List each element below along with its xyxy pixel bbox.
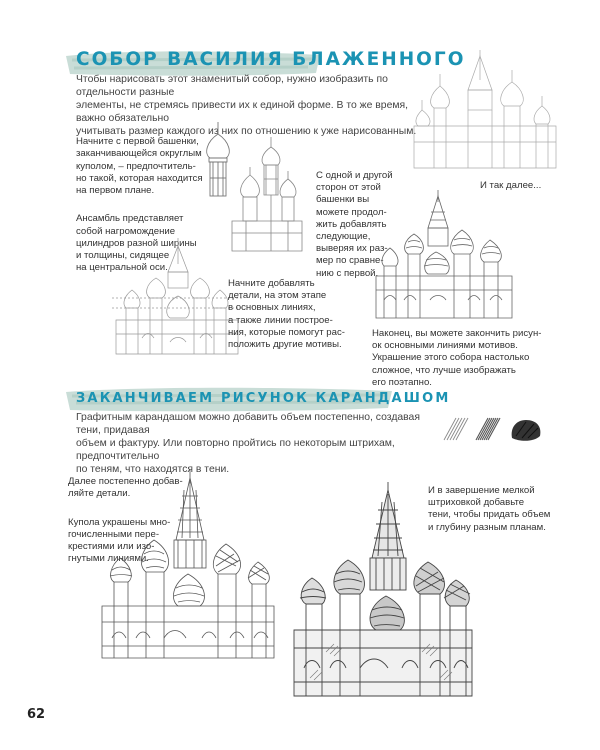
step-2-text: С одной и другой сторон от этой башенки вы можете продол- жить добавлять следующие, выверяя их раз- мер по сравне- нию с первой. [316,170,393,279]
sketch-cathedral-outline [410,50,560,170]
sketch-cathedral-shaded [290,482,476,698]
sketch-three-towers [226,135,306,255]
section-intro-cathedral: Чтобы нарисовать этот знаменитый собор, нужно изобразить по отдельности разные элементы, не стремясь привести их к единой форме. В то же время, важно обязательно учитывать размер каждого из них по отношению к уже нарисованным. [76,74,417,137]
pencil-step-1-paragraph-2: Купола украшены мно- гочисленными пере- крестиями или изо- гнутыми линиями. [68,516,171,565]
detailed-outline-icon [374,190,514,320]
construction-lines-icon [112,238,242,356]
cathedral-detailed-icon [98,470,278,660]
pencil-texture-swatches [438,414,548,444]
step-3-text: И так далее... [480,180,542,191]
cathedral-shaded-icon [290,482,476,698]
pencil-step-1-paragraph-1: Далее постепенно добав- ляйте детали. [68,476,183,500]
section-title-cathedral: СОБОР ВАСИЛИЯ БЛАЖЕННОГО [76,49,466,70]
step-1-paragraph-1: Начните с первой башенки, заканчивающейся округлым куполом, – предпочтитель- но такой, которая находится на первом плане. [76,136,203,197]
step-5-text: Наконец, вы можете закончить рисун- ок основными линиями мотивов. Украшение этого собора настолько сложное, что лучше изображать его поэтапно. [372,328,542,388]
page-number: 62 [27,707,46,722]
section-title-pencil: ЗАКАНЧИВАЕМ РИСУНОК КАРАНДАШОМ [76,391,451,406]
three-towers-icon [226,135,306,255]
step-4-text: Начните добавлять детали, на этом этапе в основных линиях, а также линии построе- ния, которые помогут рас- положить другие мотивы. [228,278,345,351]
sketch-detailed-outline [374,190,514,320]
sketch-construction-lines [112,238,242,356]
cathedral-outline-icon [410,50,560,170]
step-1-paragraph-2: Ансамбль представляет собой нагромождение цилиндров разной ширины и толщины, сидящее на центральной оси. [76,213,197,274]
section-intro-pencil: Графитным карандашом можно добавить объем постепенно, создавая тени, придавая объем и фактуру. Или повторно пройтись по некоторым штрихам, предпочтительно по теням, что находятся в тени. [76,412,420,475]
sketch-cathedral-detailed [98,470,278,660]
pencil-step-2-text: И в завершение мелкой штриховкой добавьте тени, чтобы придать объем и глубину разным планам. [428,485,551,533]
